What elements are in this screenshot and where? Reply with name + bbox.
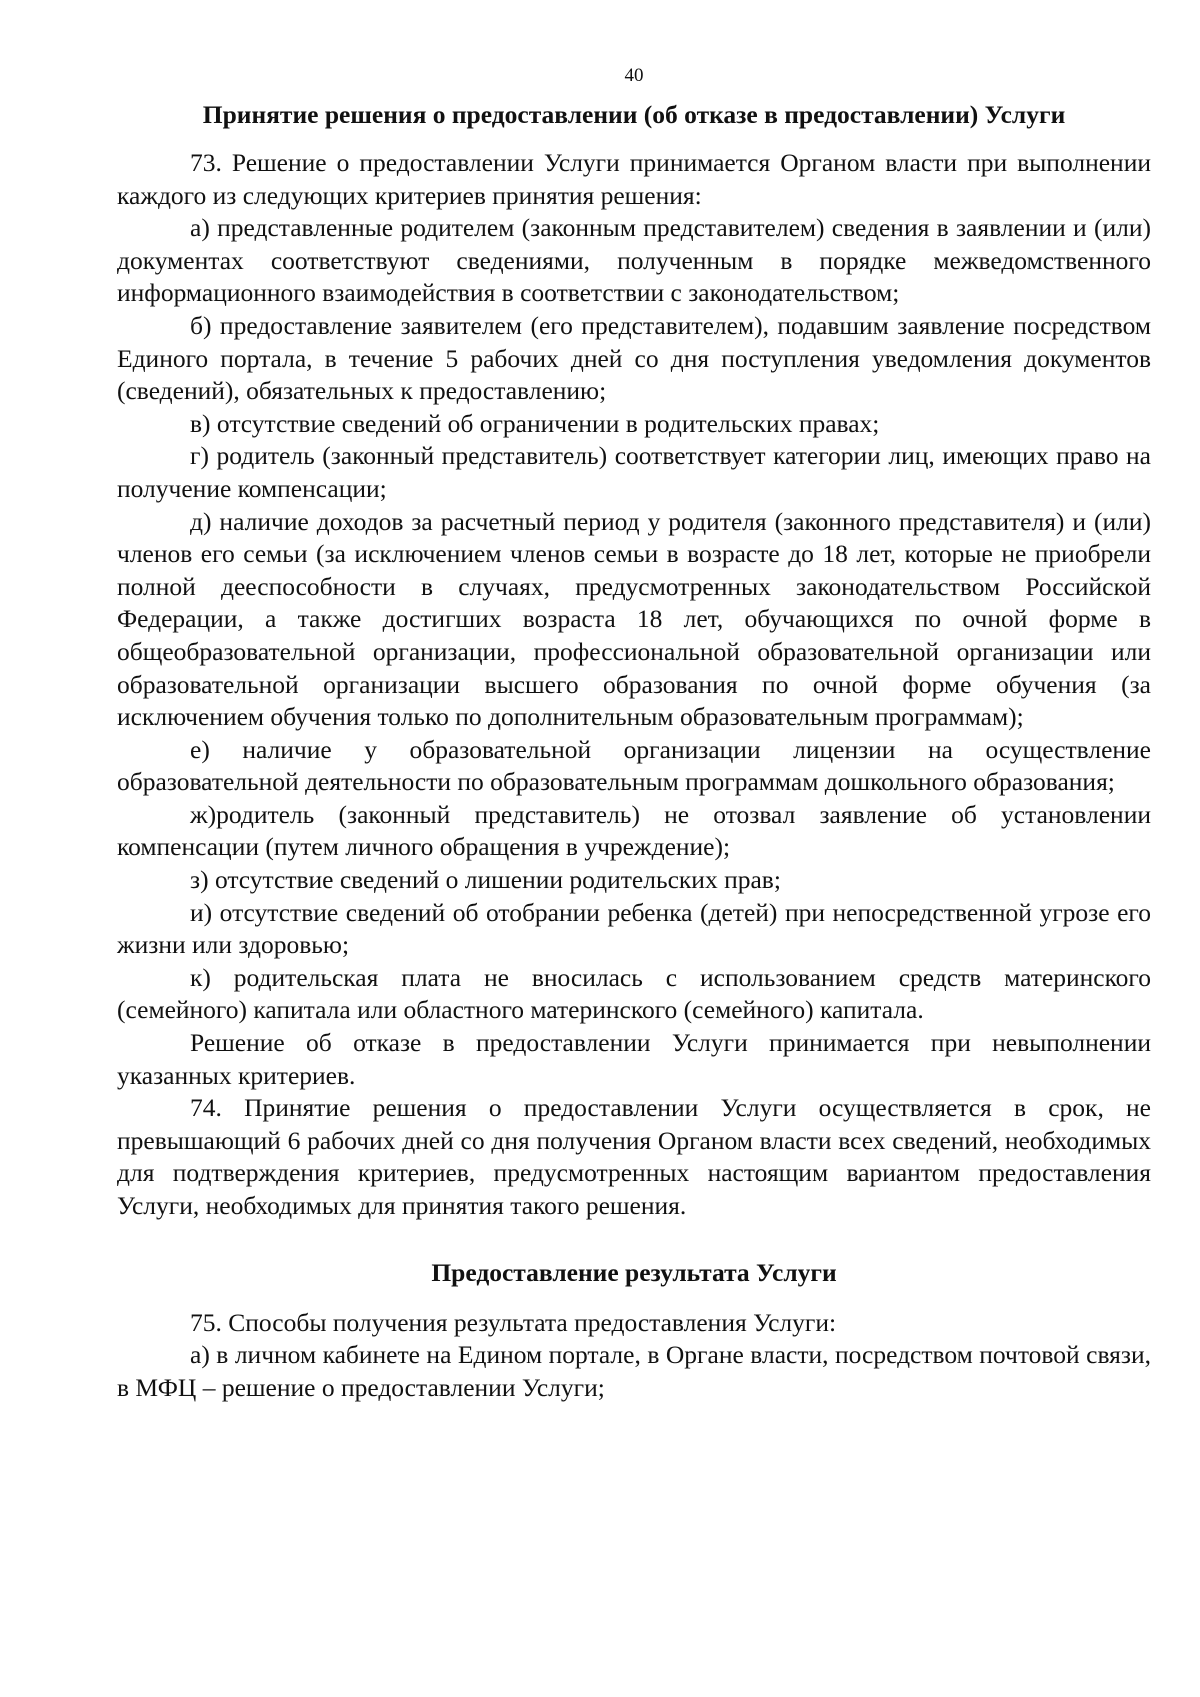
- section-body-result: [117, 1307, 1151, 1405]
- section-title-decision: Принятие решения о предоставлении (об отказе в предоставлении) Услуги: [202, 100, 1066, 129]
- paragraph-75: 75. Способы получения результата предоставления Услуги:: [190, 1307, 837, 1337]
- paragraph-73: 73. Решение о предоставлении Услуги принимается Органом власти при выполнении каждого из следующих критериев принятия решения:: [117, 148, 1151, 210]
- document-page: [117, 64, 1151, 1404]
- paragraph-73-b: б) предоставление заявителем (его представителем), подавшим заявление посредством Единого портала, в течение 5 рабочих дней со дня поступления уведомления документов (сведений), обязательных к предоставлению;: [117, 310, 1151, 406]
- section-title-result: Предоставление результата Услуги: [431, 1257, 837, 1287]
- paragraph-75-a: а) в личном кабинете на Едином портале, в Органе власти, посредством почтовой связи, в МФЦ – решение о предоставлении Услуги;: [117, 1340, 1151, 1402]
- paragraph-73-e: е) наличие у образовательной организации лицензии на осуществление образовательной деятельности по образовательным программам дошкольного образования;: [117, 734, 1151, 797]
- paragraph-73-i: и) отсутствие сведений об отобрании ребенка (детей) при непосредственной угрозе его жизни или здоровью;: [117, 897, 1151, 960]
- section-body-decision: [117, 147, 1151, 1223]
- paragraph-73-z: з) отсутствие сведений о лишении родительских прав;: [190, 865, 781, 895]
- page-number: 40: [624, 65, 644, 86]
- paragraph-73-a: а) представленные родителем (законным представителем) сведения в заявлении и (или) документах соответствуют сведениями, полученным в порядке межведомственного информационного взаимодействия в соответствии с законодательством;: [117, 213, 1151, 308]
- paragraph-73-k: к) родительская плата не вносилась с использованием средств материнского (семейного) капитала или областного материнского (семейного) капитала.: [117, 962, 1151, 1025]
- paragraph-refusal: Решение об отказе в предоставлении Услуги принимается при невыполнении указанных критериев.: [117, 1028, 1151, 1090]
- paragraph-73-v: в) отсутствие сведений об ограничении в родительских правах;: [190, 408, 880, 438]
- paragraph-73-zh: ж)родитель (законный представитель) не отозвал заявление об установлении компенсации (путем личного обращения в учреждение);: [117, 799, 1151, 862]
- paragraph-73-g: г) родитель (законный представитель) соответствует категории лиц, имеющих право на получение компенсации;: [117, 441, 1151, 503]
- paragraph-73-d: д) наличие доходов за расчетный период у родителя (законного представителя) и (или) членов его семьи (за исключением членов семьи в возрасте до 18 лет, которые не приобрели полной дееспособности в случаях, предусмотренных законодательством Российской Федерации, а также достигших возраста 18 лет, обучающихся по очной форме в общеобразовательной организации, профессиональной образовательной организации или образовательной организации высшего образования по очной форме обучения (за исключением обучения только по дополнительным образовательным программам);: [117, 506, 1151, 732]
- paragraph-74: 74. Принятие решения о предоставлении Услуги осуществляется в срок, не превышающий 6 рабочих дней со дня получения Органом власти всех сведений, необходимых для подтверждения критериев, предусмотренных настоящим вариантом предоставления Услуги, необходимых для принятия такого решения.: [117, 1093, 1151, 1220]
